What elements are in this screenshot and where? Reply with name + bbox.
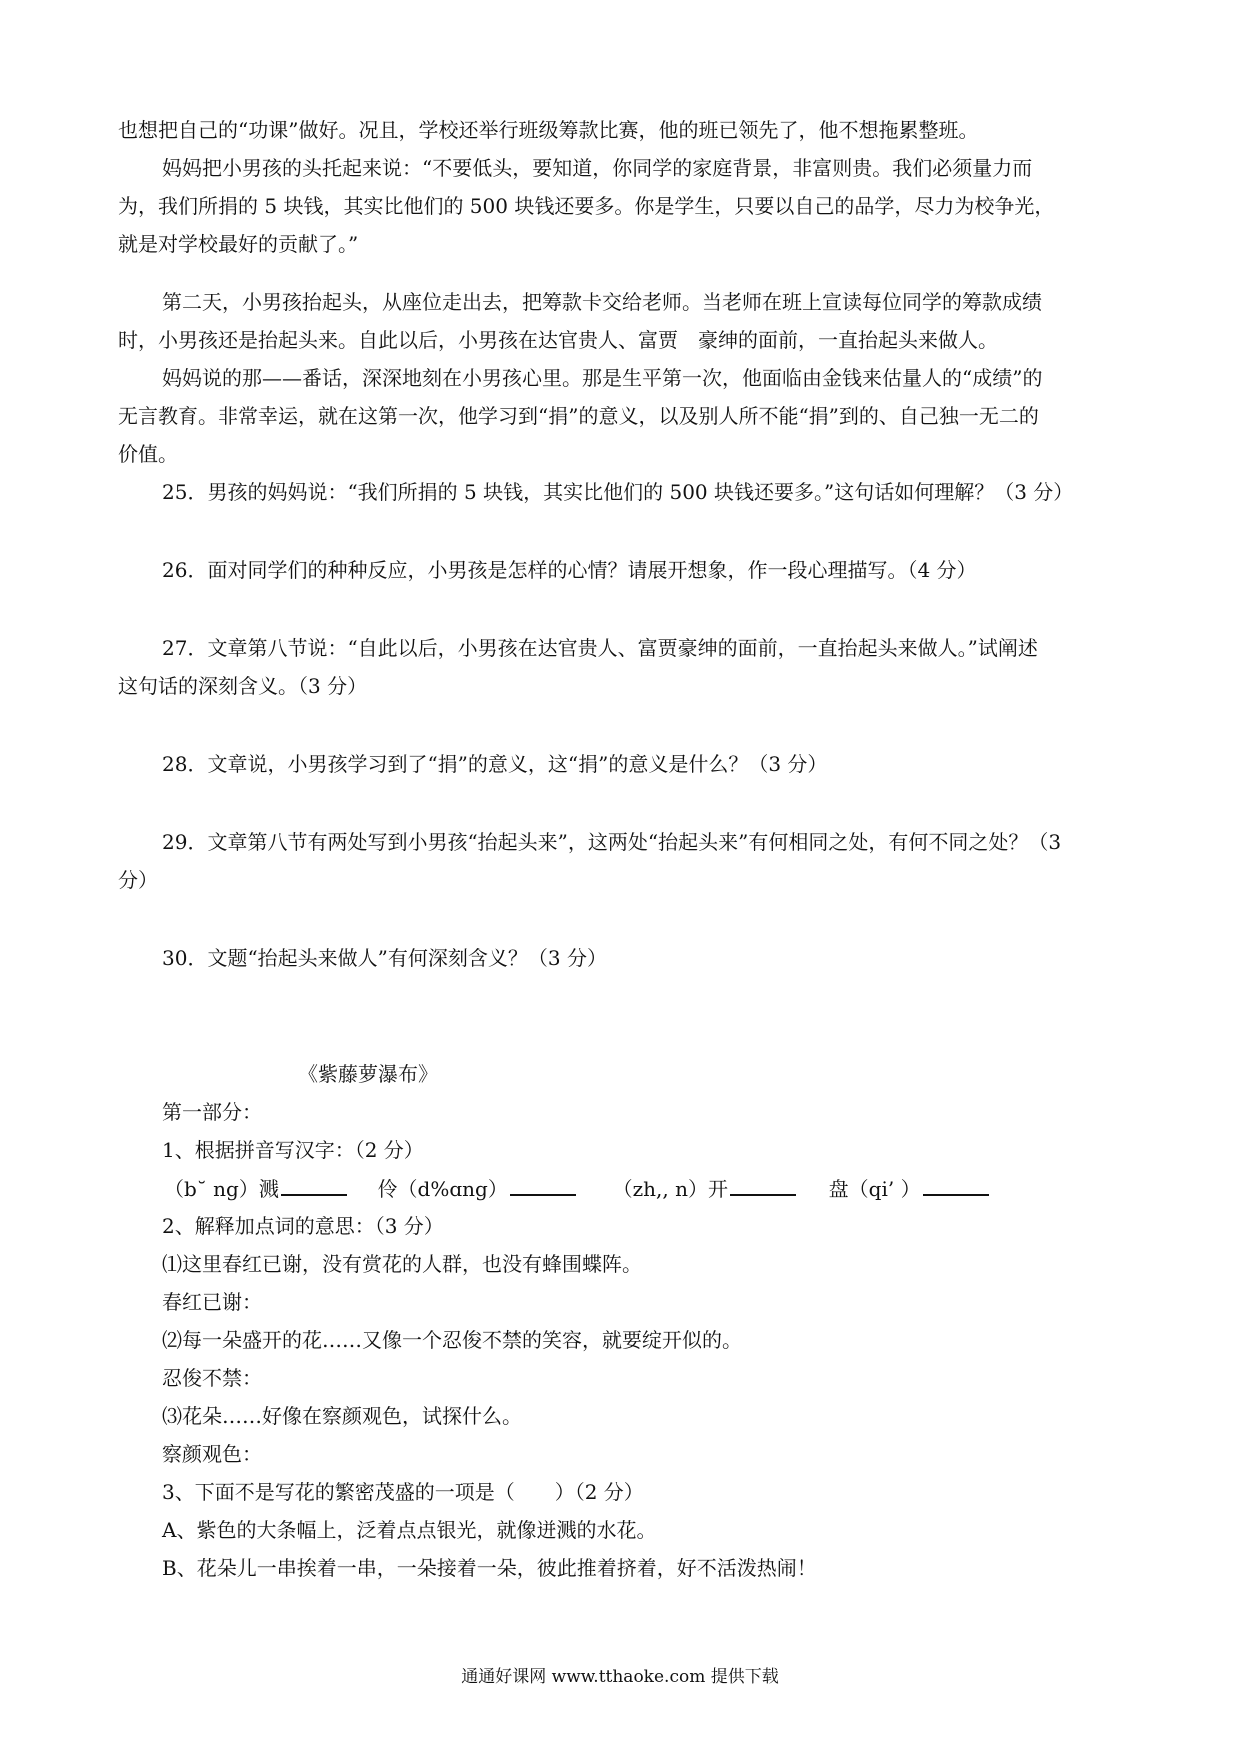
question-27: 27．文章第八节说：“自此以后，小男孩在达官贵人、富贾豪绅的面前，一直抬起头来做人。”试阐述 bbox=[162, 636, 1038, 660]
story-line: 时，小男孩还是抬起头来。自此以后，小男孩在达官贵人、富贾 豪绅的面前，一直抬起头来做人。 bbox=[118, 328, 998, 352]
item-2: 2、解释加点词的意思：（3 分） bbox=[162, 1214, 444, 1238]
pinyin-a: （b˘ ng）溅 bbox=[164, 1177, 279, 1201]
question-28: 28．文章说，小男孩学习到了“捐”的意义，这“捐”的意义是什么？（3 分） bbox=[162, 752, 828, 776]
story-line: 妈妈把小男孩的头托起来说：“不要低头，要知道，你同学的家庭背景，非富则贵。我们必须量力而 bbox=[162, 156, 1033, 180]
question-29-cont: 分） bbox=[118, 868, 158, 892]
page-footer: 通通好课网 www.tthaoke.com 提供下载 bbox=[461, 1667, 779, 1687]
answer-blank[interactable] bbox=[923, 1176, 989, 1196]
sentence-1: ⑴这里春红已谢，没有赏花的人群，也没有蜂围蝶阵。 bbox=[162, 1252, 642, 1276]
answer-blank[interactable] bbox=[510, 1176, 576, 1196]
option-a: A、紫色的大条幅上，泛着点点银光，就像迸溅的水花。 bbox=[162, 1518, 657, 1542]
item-1: 1、根据拼音写汉字：（2 分） bbox=[162, 1138, 424, 1162]
story-line: 就是对学校最好的贡献了。” bbox=[118, 232, 359, 256]
term-2: 忍俊不禁： bbox=[162, 1366, 262, 1390]
term-3: 察颜观色： bbox=[162, 1442, 262, 1466]
item-3: 3、下面不是写花的繁密茂盛的一项是（ ）（2 分） bbox=[162, 1480, 644, 1504]
sentence-2: ⑵每一朵盛开的花……又像一个忍俊不禁的笑容，就要绽开似的。 bbox=[162, 1328, 742, 1352]
section-title: 《紫藤萝瀑布》 bbox=[298, 1062, 438, 1086]
question-27-cont: 这句话的深刻含义。（3 分） bbox=[118, 674, 368, 698]
story-line: 第二天，小男孩抬起头，从座位走出去，把筹款卡交给老师。当老师在班上宣读每位同学的筹款成绩 bbox=[162, 290, 1042, 314]
pinyin-b: 伶（d%ɑng） bbox=[377, 1177, 508, 1201]
question-29: 29．文章第八节有两处写到小男孩“抬起头来”，这两处“抬起头来”有何相同之处，有何不同之处？（3 bbox=[162, 830, 1062, 854]
question-26: 26．面对同学们的种种反应，小男孩是怎样的心情？请展开想象，作一段心理描写。（4 分） bbox=[162, 558, 977, 582]
story-line: 价值。 bbox=[118, 442, 178, 466]
pinyin-c: （zh,, n）开 bbox=[612, 1177, 728, 1201]
question-30: 30．文题“抬起头来做人”有何深刻含义？（3 分） bbox=[162, 946, 607, 970]
story-line: 无言教育。非常幸运，就在这第一次，他学习到“捐”的意义，以及别人所不能“捐”到的、自己独一无二的 bbox=[118, 404, 1039, 428]
story-line: 为，我们所捐的 5 块钱，其实比他们的 500 块钱还要多。你是学生，只要以自己的品学，尽力为校争光， bbox=[118, 194, 1055, 218]
answer-blank[interactable] bbox=[730, 1176, 796, 1196]
pinyin-d: 盘（qi’ ） bbox=[828, 1177, 921, 1201]
pinyin-row bbox=[164, 1176, 991, 1201]
story-line: 也想把自己的“功课”做好。况且，学校还举行班级筹款比赛，他的班已领先了，他不想拖累整班。 bbox=[118, 118, 979, 142]
part-heading: 第一部分： bbox=[162, 1100, 262, 1124]
option-b: B、花朵儿一串挨着一串，一朵接着一朵，彼此推着挤着，好不活泼热闹！ bbox=[162, 1556, 817, 1580]
term-1: 春红已谢： bbox=[162, 1290, 262, 1314]
question-25: 25．男孩的妈妈说：“我们所捐的 5 块钱，其实比他们的 500 块钱还要多。”这句话如何理解？（3 分） bbox=[162, 480, 1074, 504]
story-line: 妈妈说的那——番话，深深地刻在小男孩心里。那是生平第一次，他面临由金钱来估量人的“成绩”的 bbox=[162, 366, 1043, 390]
sentence-3: ⑶花朵……好像在察颜观色，试探什么。 bbox=[162, 1404, 522, 1428]
answer-blank[interactable] bbox=[281, 1176, 347, 1196]
